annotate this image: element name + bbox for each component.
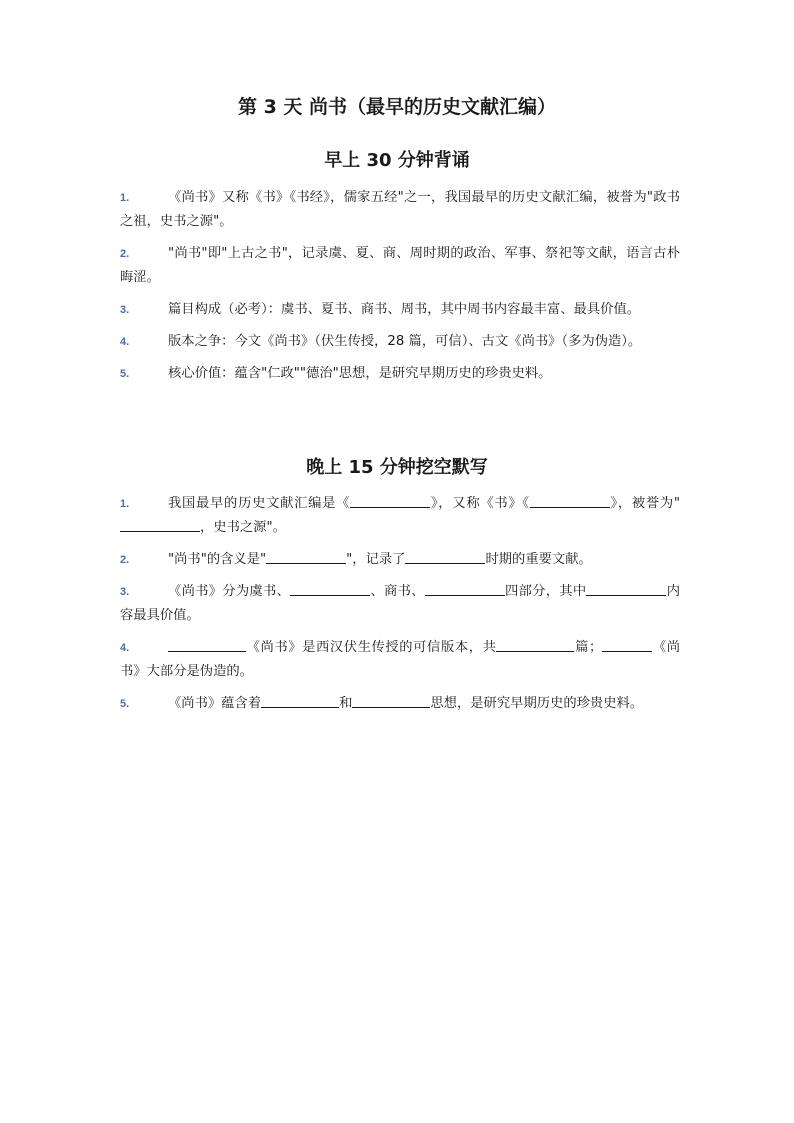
list-item	[120, 492, 680, 540]
item-number: 5.	[120, 368, 130, 380]
item-text: 篇目构成（必考）：虞书、夏书、商书、周书，其中周书内容最丰富、最具价值。	[168, 302, 641, 317]
list-item	[120, 186, 680, 234]
item-number: 5.	[120, 698, 130, 710]
item-text: 我国最早的历史文献汇编是《	[168, 496, 351, 511]
answer-blank[interactable]	[352, 693, 430, 708]
item-text: 》，被誉为"	[609, 496, 681, 511]
item-text: 《尚书》又称《书》《书经》，儒家五经"之一，我国最早的历史文献汇编，被誉为"政书之祖，史书之源"。	[120, 190, 680, 229]
answer-blank[interactable]	[425, 581, 505, 596]
item-text: 》，又称《书》《	[430, 496, 530, 511]
item-number: 1.	[120, 192, 130, 204]
list-item	[120, 242, 680, 290]
answer-blank[interactable]	[120, 517, 200, 532]
item-text: 《尚书》分为虞书、	[168, 584, 291, 599]
answer-blank[interactable]	[266, 549, 346, 564]
item-text: "尚书"即"上古之书"，记录虞、夏、商、周时期的政治、军事、祭祀等文献，语言古朴晦涩。	[120, 246, 680, 285]
item-text: 《尚书》是西汉伏生传授的可信版本，共	[246, 640, 497, 655]
evening-section-heading: 晚上 15 分钟挖空默写	[306, 457, 488, 478]
item-text: 、商书、	[370, 584, 425, 599]
item-text: 核心价值：蕴含"仁政""德治"思想，是研究早期历史的珍贵史料。	[168, 366, 552, 381]
item-text: 和	[339, 696, 353, 711]
item-text: 思想，是研究早期历史的珍贵史料。	[430, 696, 644, 711]
item-number: 1.	[120, 498, 130, 510]
answer-blank[interactable]	[405, 549, 485, 564]
answer-blank[interactable]	[496, 637, 574, 652]
list-item	[120, 636, 680, 684]
morning-recitation-list	[120, 186, 680, 394]
item-text: "，记录了	[346, 552, 406, 567]
item-number: 3.	[120, 586, 130, 598]
answer-blank[interactable]	[602, 637, 652, 652]
item-text: 《尚书》大部分是伪造的。	[120, 640, 681, 679]
item-number: 2.	[120, 248, 130, 260]
answer-blank[interactable]	[261, 693, 339, 708]
answer-blank[interactable]	[530, 493, 610, 508]
answer-blank[interactable]	[350, 493, 430, 508]
list-item	[120, 362, 680, 386]
item-text: 时期的重要文献。	[485, 552, 592, 567]
list-item	[120, 692, 680, 716]
list-item	[120, 298, 680, 322]
item-number: 3.	[120, 304, 130, 316]
morning-section-heading: 早上 30 分钟背诵	[324, 150, 470, 171]
item-number: 4.	[120, 642, 130, 654]
item-number: 4.	[120, 336, 130, 348]
list-item	[120, 580, 680, 628]
answer-blank[interactable]	[168, 637, 246, 652]
evening-fill-blank-list	[120, 492, 680, 724]
item-text: 《尚书》蕴含着	[168, 696, 262, 711]
list-item	[120, 548, 680, 572]
item-text: 版本之争：今文《尚书》（伏生传授，28 篇，可信）、古文《尚书》（多为伪造）。	[168, 334, 642, 349]
item-text: 内容最具价值。	[120, 584, 681, 623]
list-item	[120, 330, 680, 354]
item-text: "尚书"的含义是"	[168, 552, 267, 567]
answer-blank[interactable]	[586, 581, 666, 596]
answer-blank[interactable]	[290, 581, 370, 596]
item-text: 四部分，其中	[504, 584, 587, 599]
item-text: ，史书之源"。	[200, 520, 286, 535]
document-title: 第 3 天 尚书（最早的历史文献汇编）	[237, 96, 557, 118]
item-text: 篇；	[574, 640, 603, 655]
item-number: 2.	[120, 554, 130, 566]
